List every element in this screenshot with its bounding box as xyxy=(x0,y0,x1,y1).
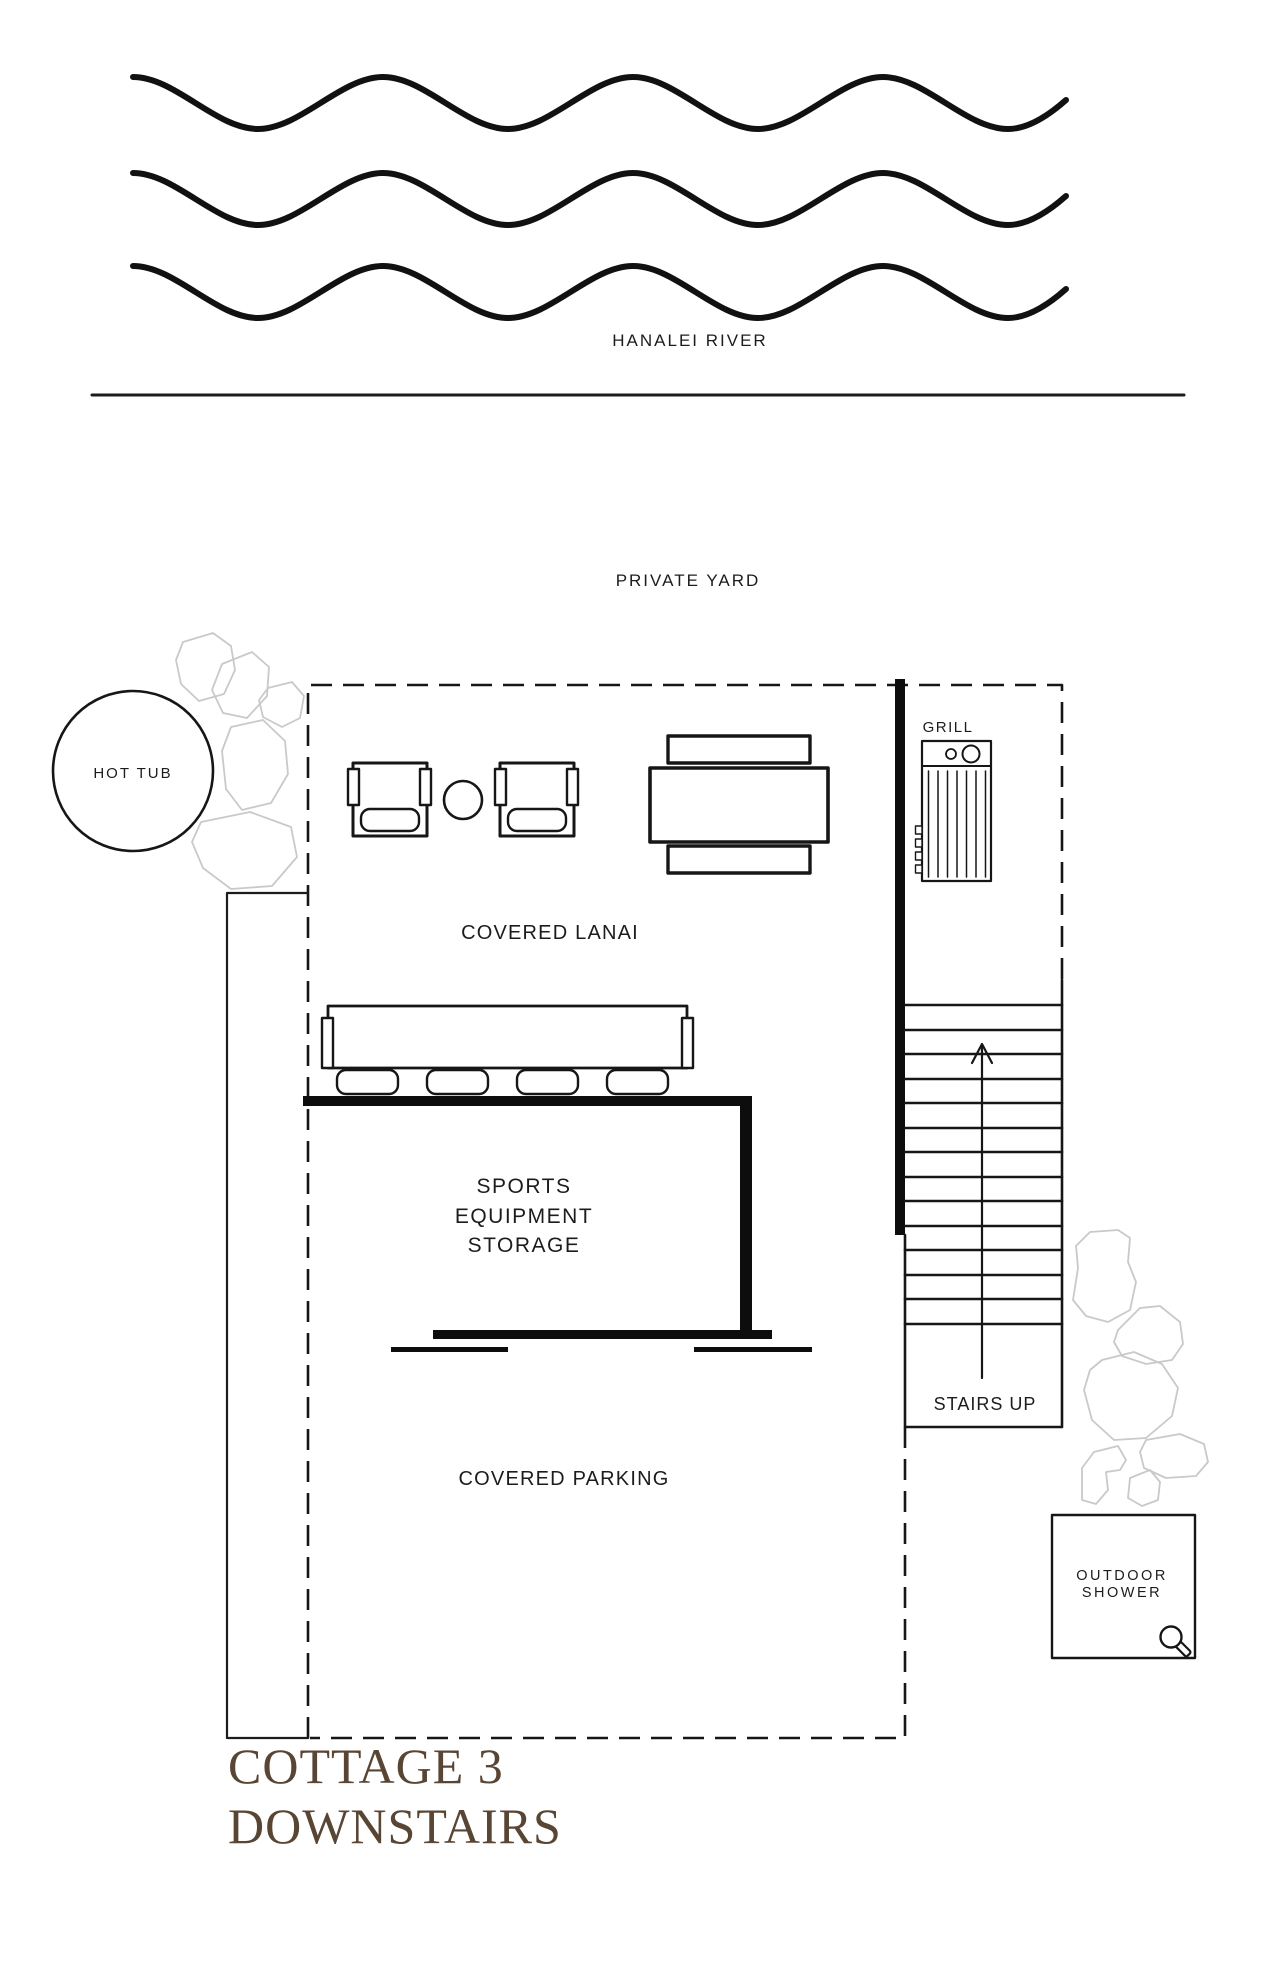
storage-label-line2: EQUIPMENT xyxy=(454,1204,594,1228)
parking-boundary-line xyxy=(227,893,308,1738)
hot-tub-label: HOT TUB xyxy=(93,765,173,782)
dining-table xyxy=(650,736,828,873)
dining-bench-top xyxy=(668,736,810,763)
stairs xyxy=(905,980,1062,1427)
parking-curb-left xyxy=(391,1347,508,1352)
page-title xyxy=(228,1736,562,1856)
storage-label-line1: SPORTS xyxy=(476,1175,572,1198)
sofa xyxy=(322,1006,693,1094)
stairs-up-arrow-icon xyxy=(972,1044,992,1378)
dining-table-top xyxy=(650,768,828,842)
covered-parking-label: COVERED PARKING xyxy=(458,1468,670,1490)
outdoor-shower-label xyxy=(1076,1568,1168,1601)
shower-label-line2: SHOWER xyxy=(1081,1584,1163,1601)
river-waves-icon xyxy=(133,77,1066,318)
private-yard-label: PRIVATE YARD xyxy=(615,571,761,590)
sports-equipment-storage-label xyxy=(455,1172,593,1261)
armchair-1 xyxy=(348,763,431,836)
stairs-up-label: STAIRS UP xyxy=(933,1394,1037,1414)
parking-curb-right xyxy=(694,1347,812,1352)
wall-main-vertical xyxy=(895,679,905,1235)
side-table-circle xyxy=(444,781,482,819)
hanalei-river-label: HANALEI RIVER xyxy=(612,331,768,350)
grill-label: GRILL xyxy=(922,719,974,736)
grill-icon xyxy=(916,741,992,881)
shower-head-icon xyxy=(1161,1627,1192,1658)
stairs-treads xyxy=(905,1005,1062,1324)
storage-label-line3: STORAGE xyxy=(467,1234,581,1257)
armchair-2 xyxy=(495,763,578,836)
dining-bench-bottom xyxy=(668,846,810,873)
covered-lanai-label: COVERED LANAI xyxy=(461,922,639,944)
rocks-left-icon xyxy=(176,633,304,889)
rocks-right-icon xyxy=(1073,1230,1208,1506)
title-line1: COTTAGE 3 xyxy=(228,1738,504,1794)
shower-label-line1: OUTDOOR xyxy=(1076,1568,1168,1584)
title-line2: DOWNSTAIRS xyxy=(228,1798,562,1854)
